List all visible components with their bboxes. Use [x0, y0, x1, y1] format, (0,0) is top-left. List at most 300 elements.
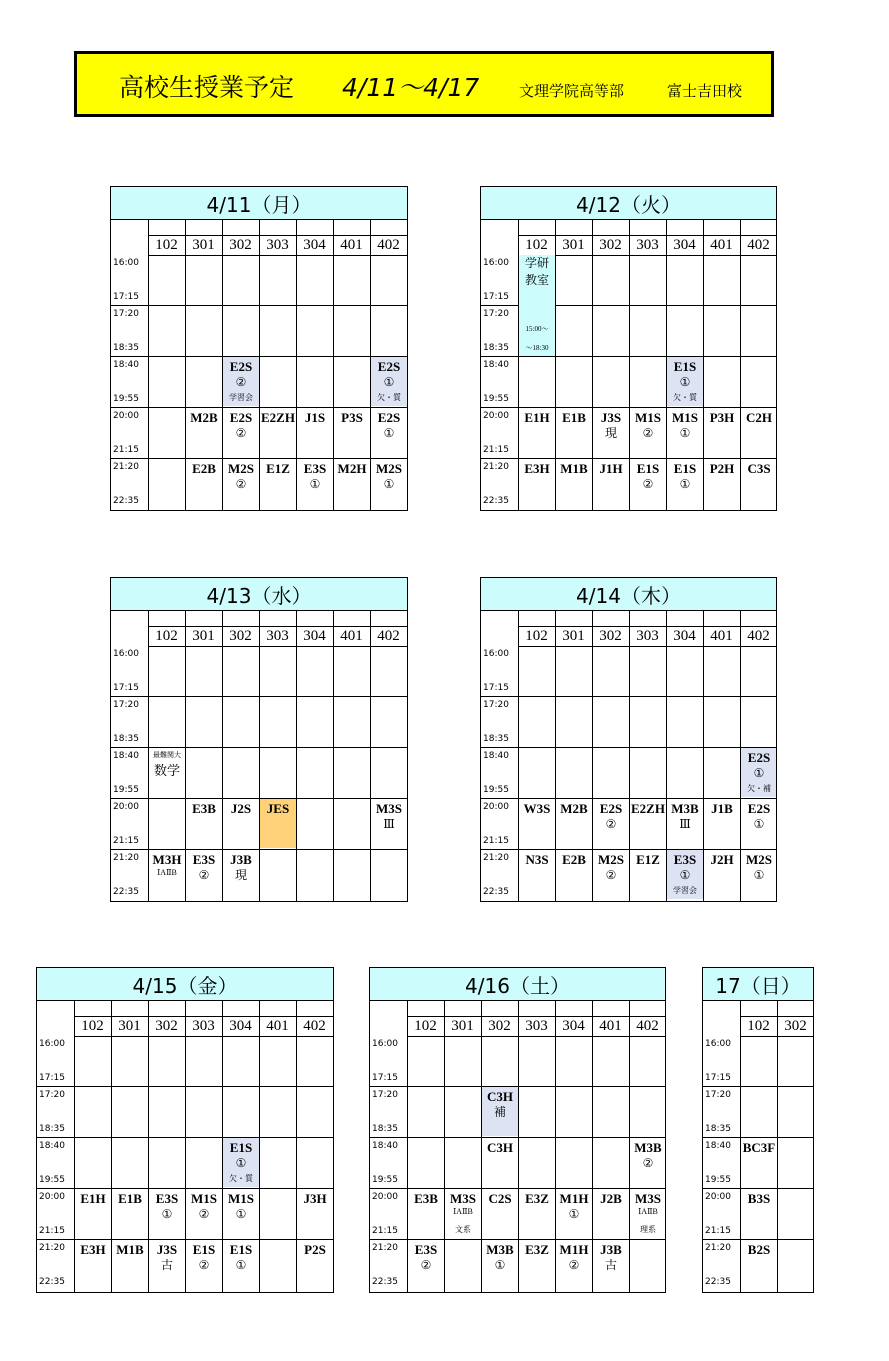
class-code: E1Z: [266, 461, 290, 476]
class-level: ②: [642, 1156, 654, 1170]
slot-start-time: 21:20: [483, 853, 509, 863]
class-cell: [556, 799, 592, 848]
class-code: E3B: [192, 801, 216, 816]
slot-start-time: 20:00: [372, 1192, 398, 1202]
class-cell: [334, 459, 370, 508]
class-cell: [630, 1138, 666, 1187]
slot-start-time: 17:20: [113, 700, 139, 710]
slot-start-time: 18:40: [39, 1141, 65, 1151]
slot-end-time: 22:35: [113, 496, 139, 506]
slot-end-time: 17:15: [483, 292, 509, 302]
class-cell: [186, 408, 222, 457]
class-cell: [149, 1240, 185, 1289]
class-code: M3S: [450, 1191, 476, 1206]
room-number: 303: [192, 1018, 215, 1034]
slot-start-time: 16:00: [372, 1039, 398, 1049]
column-line: [259, 611, 260, 901]
class-code: 数学: [153, 763, 180, 778]
slot-end-time: 18:35: [483, 734, 509, 744]
slot-start-time: 17:20: [372, 1090, 398, 1100]
slot-start-time: 16:00: [705, 1039, 731, 1049]
class-code: M3H: [152, 852, 182, 867]
class-level: ①: [383, 426, 395, 440]
class-cell: [75, 1240, 111, 1289]
room-number: 301: [192, 237, 215, 253]
class-cell: [371, 459, 407, 508]
slot-start-time: 17:20: [483, 700, 509, 710]
day-header: 4/16（土）: [370, 968, 665, 1001]
room-number: 303: [636, 628, 659, 644]
class-code: M1S: [228, 1191, 254, 1206]
class-code: P3S: [341, 410, 363, 425]
class-note: 欠・補: [747, 784, 771, 793]
class-level: Ⅲ: [679, 817, 691, 831]
class-code: N3S: [525, 852, 549, 867]
slot-end-time: 18:35: [705, 1124, 731, 1134]
class-cell: [630, 408, 666, 457]
class-level: ①: [753, 868, 765, 882]
slot-end-time: 22:35: [705, 1277, 731, 1287]
day-header: 4/15（金）: [37, 968, 333, 1001]
room-number: 303: [525, 1018, 548, 1034]
room-number: 102: [414, 1018, 437, 1034]
slot-end-time: 18:35: [483, 343, 509, 353]
class-cell: [593, 850, 629, 899]
class-code: B3S: [747, 1191, 771, 1206]
class-level: ②: [642, 426, 654, 440]
slot-start-time: 20:00: [113, 802, 139, 812]
class-code: E3S: [303, 461, 327, 476]
class-code: E3S: [155, 1191, 179, 1206]
class-level: ②: [235, 375, 247, 389]
class-cell: [149, 748, 185, 797]
class-level: 現: [234, 868, 247, 882]
class-code: E3S: [414, 1242, 438, 1257]
class-code: M3B: [671, 801, 699, 816]
room-number: 302: [488, 1018, 511, 1034]
slot-start-time: 20:00: [113, 411, 139, 421]
study-room-time: ～18:30: [525, 344, 549, 352]
class-code: M1B: [116, 1242, 144, 1257]
slot-start-time: 20:00: [39, 1192, 65, 1202]
class-code: M3B: [634, 1140, 662, 1155]
class-note: 学習会: [229, 393, 253, 402]
class-cell: [556, 850, 592, 899]
schedule-title: 高校生授業予定: [119, 73, 295, 102]
class-code: M1H: [559, 1191, 589, 1206]
slot-end-time: 19:55: [483, 785, 509, 795]
class-level: ①: [494, 1258, 506, 1272]
class-cell: [149, 850, 185, 899]
class-code: J1H: [599, 461, 623, 476]
class-code: E1B: [562, 410, 586, 425]
room-number: 102: [155, 237, 178, 253]
slot-end-time: 22:35: [39, 1277, 65, 1287]
slot-end-time: 18:35: [113, 343, 139, 353]
class-note: 欠・質: [229, 1174, 253, 1183]
slot-start-time: 17:20: [483, 309, 509, 319]
room-number: 304: [303, 628, 326, 644]
class-cell: [667, 408, 703, 457]
class-note: 理系: [640, 1225, 656, 1234]
class-cell: [704, 799, 740, 848]
class-cell: [445, 1189, 481, 1238]
class-cell: [704, 459, 740, 508]
slot-start-time: 16:00: [483, 258, 509, 268]
class-code: J1S: [304, 410, 326, 425]
room-number: 303: [636, 237, 659, 253]
class-cell: [593, 459, 629, 508]
class-code: E1B: [118, 1191, 142, 1206]
slot-end-time: 21:15: [372, 1226, 398, 1236]
slot-end-time: 19:55: [705, 1175, 731, 1185]
class-code: J1B: [711, 801, 733, 816]
class-code: W3S: [523, 801, 551, 816]
class-code: P2H: [709, 461, 735, 476]
slot-end-time: 19:55: [39, 1175, 65, 1185]
class-cell: [741, 408, 777, 457]
day-panel: [702, 967, 814, 1293]
slot-start-time: 18:40: [372, 1141, 398, 1151]
title-banner: [74, 51, 774, 117]
class-cell: [556, 408, 592, 457]
class-code: E1S: [192, 1242, 216, 1257]
class-cell: [667, 357, 703, 406]
class-level: ①: [309, 477, 321, 491]
room-number: 401: [340, 237, 363, 253]
class-level: ⅠAⅡB: [157, 868, 177, 877]
class-code: E1S: [636, 461, 660, 476]
class-code: C2S: [488, 1191, 512, 1206]
room-number: 302: [599, 628, 622, 644]
class-code: E2S: [747, 750, 771, 765]
class-code: B2S: [747, 1242, 771, 1257]
class-code: E2S: [747, 801, 771, 816]
slot-row-line: [703, 1086, 813, 1087]
room-number: 301: [192, 628, 215, 644]
class-code: J3H: [303, 1191, 327, 1206]
class-code: E2ZH: [261, 410, 295, 425]
class-level: 補: [493, 1105, 506, 1119]
class-cell: [186, 799, 222, 848]
class-code: C3S: [747, 461, 771, 476]
class-code: J2H: [710, 852, 734, 867]
slot-end-time: 21:15: [483, 836, 509, 846]
class-code: P3H: [709, 410, 735, 425]
slot-end-time: 22:35: [483, 887, 509, 897]
slot-start-time: 16:00: [113, 649, 139, 659]
class-cell: [593, 1189, 629, 1238]
class-cell: [297, 1240, 333, 1289]
day-header: 17（日）: [703, 968, 813, 1001]
class-level: ①: [679, 375, 691, 389]
day-panel: [36, 967, 334, 1293]
class-cell: [482, 1240, 518, 1289]
column-line: [296, 611, 297, 901]
class-level: ②: [198, 1207, 210, 1221]
day-header: 4/11（月）: [111, 187, 407, 220]
class-cell: [519, 459, 555, 508]
class-cell: [519, 850, 555, 899]
class-code: M1H: [559, 1242, 589, 1257]
class-code: E2B: [562, 852, 586, 867]
room-number: 402: [636, 1018, 659, 1034]
class-level: ①: [753, 817, 765, 831]
slot-end-time: 21:15: [705, 1226, 731, 1236]
class-cell: [408, 1240, 444, 1289]
class-level: ①: [235, 1156, 247, 1170]
day-panel: [369, 967, 666, 1293]
class-note: 欠・質: [377, 393, 401, 402]
class-cell: [297, 408, 333, 457]
slot-end-time: 18:35: [113, 734, 139, 744]
class-cell: [223, 1138, 259, 1187]
day-panel: [480, 577, 777, 902]
class-cell: [704, 850, 740, 899]
slot-start-time: 18:40: [705, 1141, 731, 1151]
class-code: M1S: [672, 410, 698, 425]
slot-end-time: 21:15: [113, 836, 139, 846]
class-level: 古: [604, 1258, 617, 1272]
slot-end-time: 21:15: [39, 1226, 65, 1236]
class-code: E2S: [229, 410, 253, 425]
class-code: M1B: [560, 461, 588, 476]
school-name: 文理学院高等部: [519, 82, 625, 100]
class-level: ①: [383, 375, 395, 389]
class-cell: [556, 459, 592, 508]
slot-end-time: 18:35: [372, 1124, 398, 1134]
class-cell: [741, 1240, 777, 1289]
slot-end-time: 22:35: [483, 496, 509, 506]
slot-start-time: 20:00: [483, 802, 509, 812]
date-range: 4/11〜4/17: [342, 73, 480, 102]
column-line: [333, 611, 334, 901]
day-header: 4/13（水）: [111, 578, 407, 611]
study-room-label: 学研: [524, 256, 549, 270]
room-row-line: [518, 255, 776, 256]
class-level: ①: [235, 1207, 247, 1221]
room-number: 401: [266, 1018, 289, 1034]
class-cell: [741, 1189, 777, 1238]
room-number: 304: [229, 1018, 252, 1034]
class-cell: [186, 1189, 222, 1238]
class-level: ②: [605, 868, 617, 882]
day-panel: [110, 577, 408, 902]
class-level: ②: [642, 477, 654, 491]
class-code: C3H: [487, 1140, 513, 1155]
slot-start-time: 17:20: [705, 1090, 731, 1100]
class-cell: [667, 799, 703, 848]
class-cell: [704, 408, 740, 457]
class-cell: [630, 1189, 666, 1238]
room-number: 402: [377, 628, 400, 644]
room-number: 301: [562, 237, 585, 253]
class-cell: [593, 1240, 629, 1289]
class-level: ①: [383, 477, 395, 491]
class-cell: [482, 1189, 518, 1238]
class-code: E1S: [229, 1242, 253, 1257]
class-level: ①: [679, 868, 691, 882]
slot-end-time: 18:35: [39, 1124, 65, 1134]
class-code: M3S: [376, 801, 402, 816]
class-code: M2S: [746, 852, 772, 867]
slot-end-time: 19:55: [113, 394, 139, 404]
room-number: 304: [303, 237, 326, 253]
room-number: 402: [747, 628, 770, 644]
study-room-label: 教室: [524, 273, 549, 287]
slot-start-time: 18:40: [483, 360, 509, 370]
class-code: E2S: [377, 410, 401, 425]
class-cell: [149, 1189, 185, 1238]
slot-start-time: 21:20: [113, 853, 139, 863]
class-cell: [260, 459, 296, 508]
class-cell: [741, 748, 777, 797]
class-code: E3Z: [525, 1242, 549, 1257]
class-level: ①: [568, 1207, 580, 1221]
day-panel: [480, 186, 777, 511]
class-code: E3B: [414, 1191, 438, 1206]
slot-end-time: 22:35: [372, 1277, 398, 1287]
class-cell: [186, 850, 222, 899]
class-level: ②: [198, 1258, 210, 1272]
class-code: E2B: [192, 461, 216, 476]
class-cell: [519, 1189, 555, 1238]
class-cell: [223, 850, 259, 899]
class-cell: [112, 1189, 148, 1238]
class-code: JES: [266, 801, 290, 816]
room-number: 102: [155, 628, 178, 644]
class-code: M2B: [190, 410, 218, 425]
class-level: 古: [160, 1258, 173, 1272]
class-code: M2S: [228, 461, 254, 476]
slot-start-time: 16:00: [483, 649, 509, 659]
class-cell: [741, 799, 777, 848]
slot-end-time: 17:15: [705, 1073, 731, 1083]
class-cell: [741, 459, 777, 508]
class-code: M2S: [598, 852, 624, 867]
class-level: ②: [235, 477, 247, 491]
class-cell: [75, 1189, 111, 1238]
class-cell: [593, 799, 629, 848]
room-number: 302: [784, 1018, 807, 1034]
class-level: ①: [753, 766, 765, 780]
class-level: ②: [198, 868, 210, 882]
course-note: 最難関大: [153, 751, 181, 759]
slot-end-time: 19:55: [113, 785, 139, 795]
slot-end-time: 21:15: [113, 445, 139, 455]
class-code: E1S: [673, 359, 697, 374]
class-cell: [297, 1189, 333, 1238]
class-cell: [741, 1138, 777, 1187]
class-cell: [519, 408, 555, 457]
class-cell: [519, 799, 555, 848]
class-level: ②: [235, 426, 247, 440]
slot-end-time: 17:15: [113, 683, 139, 693]
class-cell: [186, 459, 222, 508]
class-code: M1S: [635, 410, 661, 425]
class-cell: [482, 1138, 518, 1187]
room-number: 402: [747, 237, 770, 253]
day-panel: [110, 186, 408, 511]
class-code: J3S: [600, 410, 622, 425]
class-cell: [630, 459, 666, 508]
class-code: E1H: [524, 410, 550, 425]
class-note: 文系: [455, 1225, 471, 1234]
room-number: 401: [710, 628, 733, 644]
class-cell: [519, 1240, 555, 1289]
room-row-line: [518, 646, 776, 647]
slot-end-time: 17:15: [372, 1073, 398, 1083]
class-cell: [186, 1240, 222, 1289]
room-number: 401: [340, 628, 363, 644]
class-cell: [630, 850, 666, 899]
room-number: 304: [673, 628, 696, 644]
class-cell: [371, 357, 407, 406]
class-code: C3H: [487, 1089, 513, 1104]
class-level: Ⅲ: [383, 817, 395, 831]
class-level: ①: [679, 426, 691, 440]
slot-end-time: 17:15: [113, 292, 139, 302]
study-room-time: 15:00～: [525, 325, 549, 333]
slot-end-time: 17:15: [483, 683, 509, 693]
room-number: 402: [303, 1018, 326, 1034]
room-number: 302: [229, 237, 252, 253]
class-code: M1S: [191, 1191, 217, 1206]
class-code: BC3F: [742, 1140, 776, 1155]
room-number: 302: [155, 1018, 178, 1034]
class-cell: [223, 459, 259, 508]
study-room-block: [519, 255, 555, 356]
column-line: [777, 1001, 778, 1292]
class-code: E1Z: [636, 852, 660, 867]
class-cell: [223, 408, 259, 457]
class-code: M3S: [635, 1191, 661, 1206]
room-number: 401: [710, 237, 733, 253]
class-cell: [371, 408, 407, 457]
room-row-line: [148, 255, 407, 256]
day-header: 4/14（木）: [481, 578, 776, 611]
class-code: M2B: [560, 801, 588, 816]
class-code: E2S: [377, 359, 401, 374]
slot-start-time: 18:40: [113, 751, 139, 761]
class-code: P2S: [304, 1242, 326, 1257]
class-code: J3S: [156, 1242, 178, 1257]
class-level: ①: [679, 477, 691, 491]
class-level: ②: [420, 1258, 432, 1272]
class-code: E3Z: [525, 1191, 549, 1206]
class-level: 現: [604, 426, 617, 440]
class-cell: [556, 1240, 592, 1289]
room-number: 401: [599, 1018, 622, 1034]
class-code: E1S: [673, 461, 697, 476]
class-level: ⅠAⅡB: [638, 1207, 658, 1216]
slot-start-time: 21:20: [39, 1243, 65, 1253]
class-cell: [223, 799, 259, 848]
class-code: M3B: [486, 1242, 514, 1257]
room-row-line: [148, 646, 407, 647]
class-code: E3S: [673, 852, 697, 867]
class-cell: [667, 850, 703, 899]
column-line: [444, 1001, 445, 1292]
slot-end-time: 21:15: [483, 445, 509, 455]
class-code: C2H: [746, 410, 772, 425]
class-code: E1S: [229, 1140, 253, 1155]
slot-start-time: 16:00: [113, 258, 139, 268]
class-code: J3B: [600, 1242, 622, 1257]
room-number: 102: [525, 628, 548, 644]
branch-name: 富士吉田校: [667, 82, 743, 100]
class-cell: [630, 799, 666, 848]
